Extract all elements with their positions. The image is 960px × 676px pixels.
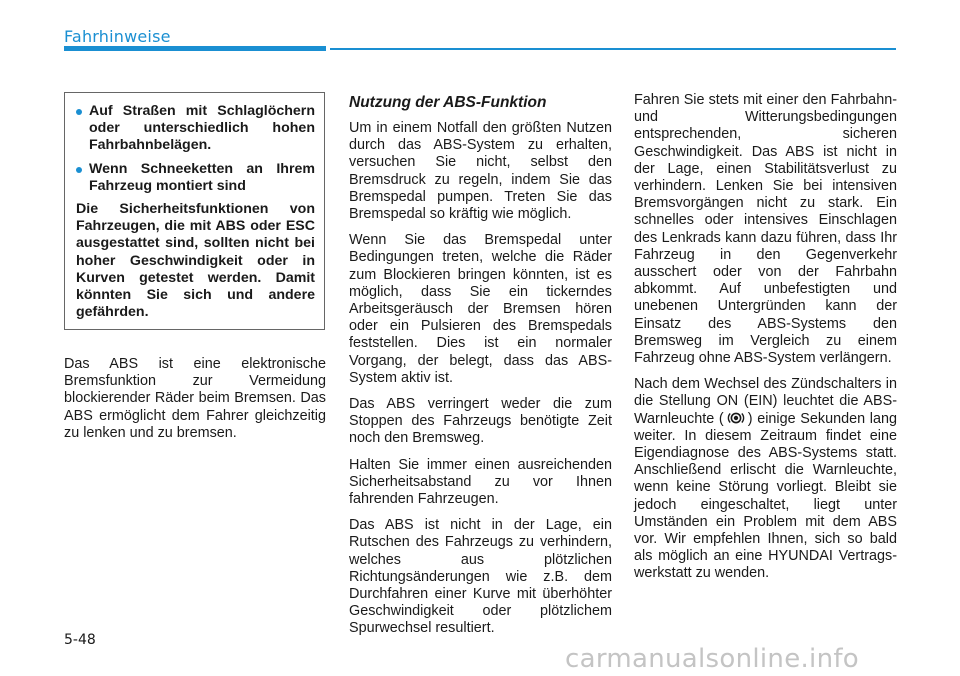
- abs-paragraph: Das ABS ist nicht in der Lage, ein Rutschen des Fahrzeugs zu verhindern, welches aus plötzlichen Richtungsänderungen wie z.B. dem Durchfahren einer Kurve mit überhöhter Geschwindigkeit oder plötzlichem Spurwechsel resultiert.: [349, 517, 612, 637]
- abs-speed-paragraph: Fahren Sie stets mit einer den Fahrbahn- und Witterungsbedingungen entsprechenden, sicheren Geschwindigkeit. Das ABS ist nicht in der Lage, einen Stabilitätsverlust zu verhindern. Lenken Sie bei intensiven Bremsvorgängen nicht zu stark. Ein schnelles oder intensives Einschlagen des Lenkrads kann dazu führen, dass Ihr Fahrzeug in den Gegenverkehr ausschert oder von der Fahrbahn abkommt. Auf unbefestigten und unebenen Untergründen kann der Einsatz des ABS-Systems den Bremsweg im Vergleich zu einem Fahrzeug ohne ABS-System verlängern.: [634, 92, 897, 367]
- warning-list: [76, 103, 315, 195]
- header-rule-thick: [64, 46, 326, 51]
- abs-usage-heading: Nutzung der ABS-Funktion: [349, 94, 547, 111]
- bullet-dot-icon: [76, 109, 82, 115]
- abs-intro-paragraph: Das ABS ist eine elektronische Bremsfunktion zur Vermeidung blockierender Räder beim Bremsen. Das ABS ermöglicht dem Fahrer gleichzeitig zu lenken und zu bremsen.: [64, 356, 326, 441]
- abs-warning-light-paragraph: [634, 376, 897, 582]
- section-title: Fahrhinweise: [64, 27, 171, 46]
- abs-usage-column: [349, 93, 612, 647]
- warning-bullet-text: Auf Straßen mit Schlaglöchern oder unterschiedlich hohen Fahrbahnbelägen.: [89, 103, 315, 154]
- bullet-dot-icon: [76, 167, 82, 173]
- abs-paragraph: Halten Sie immer einen ausreichenden Sicherheitsabstand zu vor Ihnen fahrenden Fahrzeugen.: [349, 456, 612, 508]
- abs-paragraph: Um in einem Notfall den größten Nutzen durch das ABS-System zu erhalten, versuchen Sie nicht, selbst den Bremsdruck zu regeln, indem Sie das Bremspedal pumpen. Treten Sie das Bremspedal so kräftig wie möglich.: [349, 120, 612, 223]
- warning-text-after: ) einige Sekunden lang weiter. In diesem Zeitraum findet eine Eigendiagnose des ABS-Systems statt. Anschließend erlischt die Warnleuchte, wenn keine Störung vorliegt. Bleibt sie jedoch eingeschaltet, liegt unter Umständen ein Problem mit dem ABS vor. Wir empfehlen Ihnen, sich so bald als möglich an eine HYUNDAI Vertragswerkstatt zu wenden.: [634, 410, 898, 582]
- warning-text-before: Nach dem Wechsel des Zündschalters in die Stellung ON (EIN) leuchtet die ABS-Warnleuchte (: [634, 376, 897, 427]
- page-number: 5-48: [64, 632, 96, 648]
- warning-box: [64, 92, 325, 330]
- abs-warning-icon: [726, 411, 746, 425]
- warning-bullet-text: Wenn Schneeketten an Ihrem Fahrzeug montiert sind: [89, 160, 315, 194]
- abs-paragraph: Wenn Sie das Bremspedal unter Bedingungen treten, welche die Räder zum Blockieren bringen könnten, ist es möglich, dass Sie ein tickerndes Arbeitsgeräusch der Bremsen hören oder ein Pulsieren des Bremspedals feststellen. Dies ist ein normaler Vorgang, der belegt, dass das ABS-System aktiv ist.: [349, 232, 612, 386]
- warning-text: Die Sicherheitsfunktionen von Fahrzeugen, die mit ABS oder ESC ausgestattet sind, sollten nicht bei hoher Geschwindigkeit oder in Kurven getestet werden. Damit könnten Sie sich und andere gefährden.: [76, 201, 315, 321]
- header-rule-thin: [330, 48, 896, 50]
- warning-bullet: [76, 161, 315, 195]
- watermark: carmanualsonline.info: [565, 644, 860, 674]
- warning-bullet: [76, 103, 315, 155]
- abs-paragraph: Das ABS verringert weder die zum Stoppen des Fahrzeugs benötigte Zeit noch den Bremsweg.: [349, 396, 612, 447]
- abs-info-column: [634, 92, 897, 592]
